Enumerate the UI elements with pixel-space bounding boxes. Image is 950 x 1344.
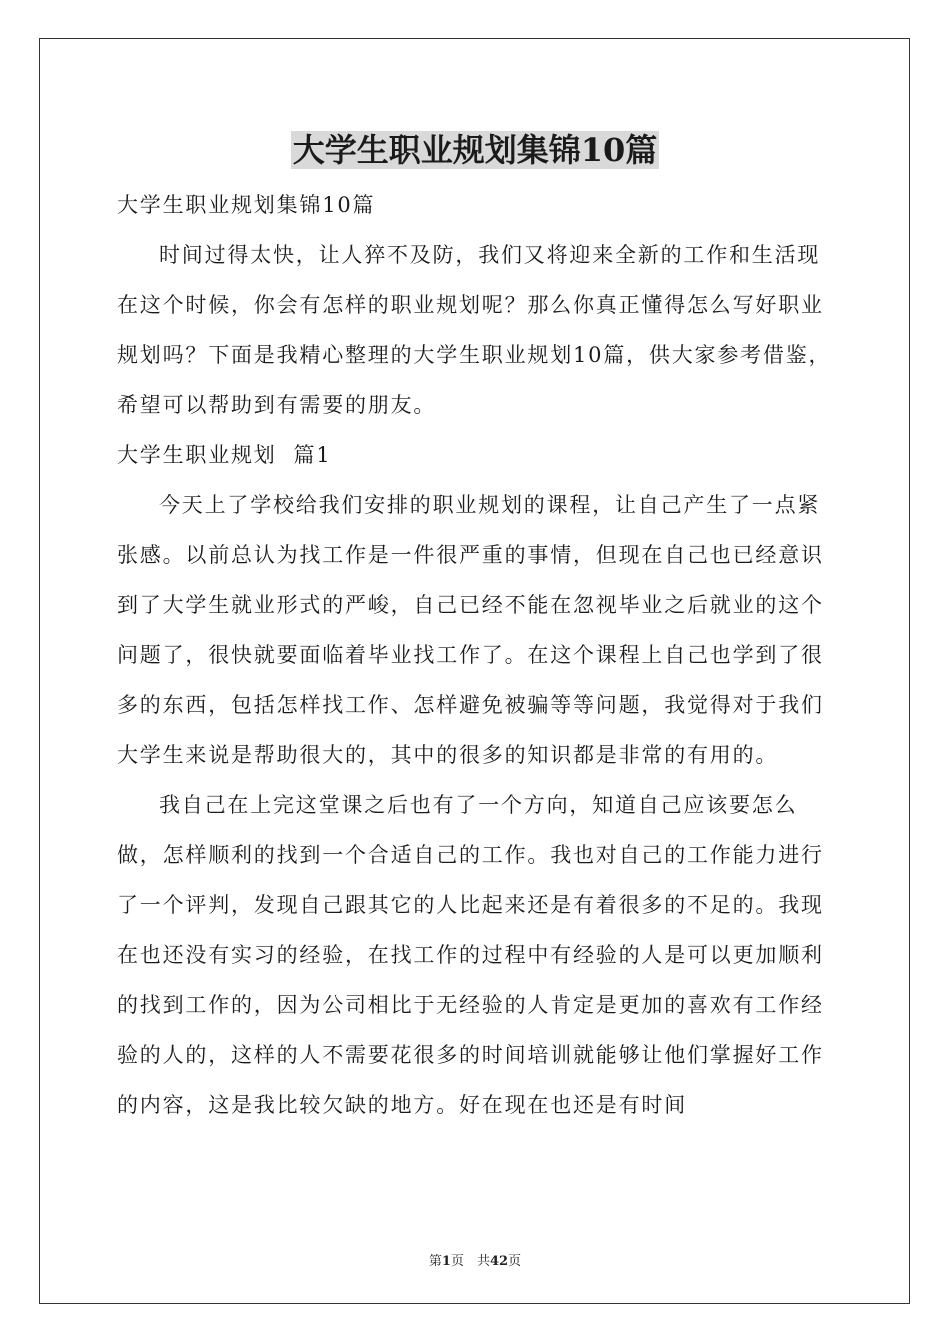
page-current: 1 [441, 1254, 451, 1269]
page-footer [0, 1250, 950, 1269]
document-subtitle: 大学生职业规划集锦10篇 [117, 193, 376, 217]
page-suffix: 页 [508, 1254, 522, 1269]
body-paragraph-2: 我自己在上完这堂课之后也有了一个方向，知道自己应该要怎么做，怎样顺利的找到一个合适自己的工作。我也对自己的工作能力进行了一个评判，发现自己跟其它的人比起来还是有着很多的不足的。我现在也还没有实习的经验，在找工作的过程中有经验的人是可以更加顺利的找到工作的，因为公司相比于无经验的人肯定是更加的喜欢有工作经验的人的，这样的人不需要花很多的时间培训就能够让他们掌握好工作的内容，这是我比较欠缺的地方。好在现在也还是有时间 [117, 793, 824, 1117]
body-paragraph-1: 今天上了学校给我们安排的职业规划的课程，让自己产生了一点紧张感。以前总认为找工作是一件很严重的事情，但现在自己也已经意识到了大学生就业形式的严峻，自己已经不能在忽视毕业之后就业的这个问题了，很快就要面临着毕业找工作了。在这个课程上自己也学到了很多的东西，包括怎样找工作、怎样避免被骗等等问题，我觉得对于我们大学生来说是帮助很大的，其中的很多的知识都是非常的有用的。 [117, 493, 824, 767]
document-title-text: 大学生职业规划集锦10篇 [292, 131, 658, 169]
intro-paragraph: 时间过得太快，让人猝不及防，我们又将迎来全新的工作和生活现在这个时候，你会有怎样的职业规划呢？那么你真正懂得怎么写好职业规划吗？下面是我精心整理的大学生职业规划10篇，供大家参考借鉴，希望可以帮助到有需要的朋友。 [117, 243, 832, 417]
page-prefix: 第 [428, 1254, 442, 1269]
page-total: 42 [489, 1254, 509, 1269]
section-heading: 大学生职业规划 篇1 [117, 443, 332, 467]
document-body [117, 180, 833, 1130]
document-title [0, 128, 950, 172]
page-mid: 页 共 [450, 1254, 490, 1269]
